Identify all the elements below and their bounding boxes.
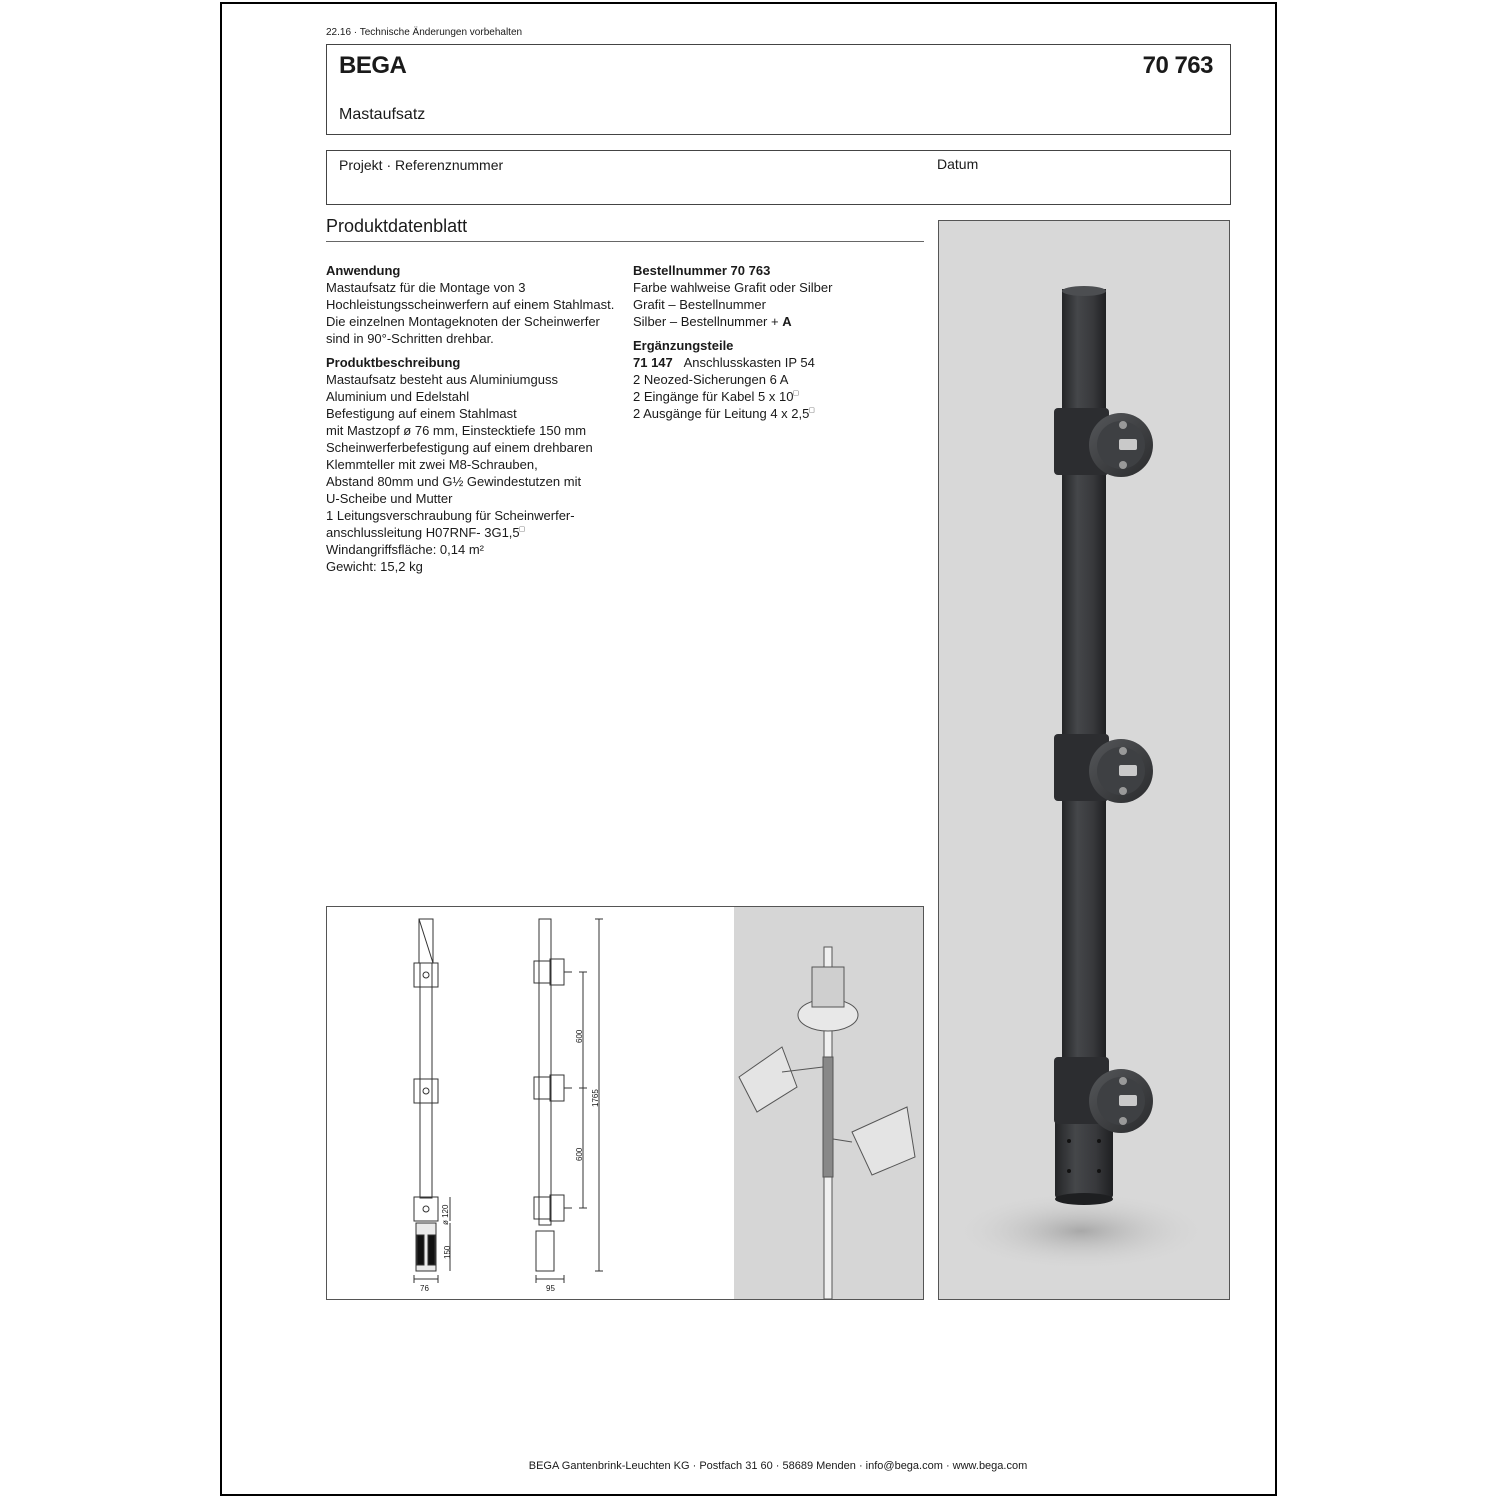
dim-side-width: 95 <box>546 1284 555 1293</box>
bestellnummer-line: Grafit – Bestellnummer <box>633 297 766 312</box>
anwendung-heading: Anwendung <box>326 263 401 278</box>
silber-order-line <box>633 313 923 330</box>
anwendung-line: sind in 90°-Schritten drehbar. <box>326 331 494 346</box>
beschreibung-line: Klemmteller mit zwei M8-Schrauben, <box>326 457 538 472</box>
weight-line: Gewicht: 15,2 kg <box>326 559 423 574</box>
produktbeschreibung-heading: Produktbeschreibung <box>326 355 461 370</box>
dim-diameter: ø 120 <box>441 1204 450 1225</box>
header-box <box>326 44 1231 135</box>
footer-address: BEGA Gantenbrink-Leuchten KG · Postfach 31 60 · 58689 Menden · info@bega.com · www.bega.com <box>528 1460 1028 1472</box>
dim-front-width: 76 <box>420 1284 429 1293</box>
dimension-drawing <box>327 907 923 1299</box>
right-column <box>633 262 923 422</box>
product-subtitle: Mastaufsatz <box>339 106 426 123</box>
sheet-title: Produktdatenblatt <box>326 216 468 236</box>
beschreibung-line: Scheinwerferbefestigung auf einem drehbaren <box>326 440 593 455</box>
accessory-input-text: 2 Eingänge für Kabel 5 x 10 <box>633 389 794 404</box>
product-photo <box>938 220 1230 1300</box>
dim-spacing-lower: 600 <box>575 1147 584 1161</box>
project-label: Projekt · Referenznummer <box>339 157 504 173</box>
article-number: 70 763 <box>1142 52 1213 79</box>
beschreibung-line: Befestigung auf einem Stahlmast <box>326 406 517 421</box>
beschreibung-line: 1 Leitungsverschraubung für Scheinwerfer- <box>326 508 575 523</box>
accessory-input-line <box>633 388 923 405</box>
dim-socket-depth: 150 <box>443 1245 452 1259</box>
beschreibung-line: U-Scheibe und Mutter <box>326 491 453 506</box>
square-mark: □ <box>793 388 799 398</box>
cable-spec-line <box>326 524 626 541</box>
technical-drawing <box>326 906 924 1300</box>
anwendung-line: Hochleistungsscheinwerfern auf einem Stahlmast. <box>326 297 615 312</box>
silber-prefix: Silber – Bestellnummer + <box>633 314 783 329</box>
beschreibung-line: Mastaufsatz besteht aus Aluminiumguss <box>326 372 558 387</box>
silber-suffix: A <box>782 314 792 329</box>
mounting-node-bottom <box>1054 1057 1153 1133</box>
bestellnummer-line: Farbe wahlweise Grafit oder Silber <box>633 280 833 295</box>
accessory-line: 2 Neozed-Sicherungen 6 A <box>633 372 789 387</box>
front-view <box>414 919 450 1283</box>
accessory-output-line <box>633 405 923 422</box>
anwendung-line: Die einzelnen Montageknoten der Scheinwerfer <box>326 314 600 329</box>
mounting-node-middle <box>1054 734 1153 803</box>
beschreibung-line: Aluminium und Edelstahl <box>326 389 470 404</box>
beschreibung-line: Abstand 80mm und G½ Gewindestutzen mit <box>326 474 582 489</box>
revision-note: 22.16 · Technische Änderungen vorbehalten <box>326 27 523 38</box>
accessory-name: Anschlusskasten IP 54 <box>683 355 815 370</box>
anwendung-line: Mastaufsatz für die Montage von 3 <box>326 280 526 295</box>
left-column <box>326 262 626 575</box>
square-mark: □ <box>519 524 525 534</box>
title-divider <box>326 241 924 242</box>
dim-spacing-upper: 600 <box>575 1029 584 1043</box>
accessory-number: 71 147 <box>633 355 673 370</box>
date-label: Datum <box>937 156 979 172</box>
accessory-output-text: 2 Ausgänge für Leitung 4 x 2,5 <box>633 406 810 421</box>
brand-name: BEGA <box>339 52 407 79</box>
ergaenzungsteile-heading: Ergänzungsteile <box>633 338 734 353</box>
beschreibung-line: mit Mastzopf ø 76 mm, Einstecktiefe 150 mm <box>326 423 587 438</box>
mounting-node-top <box>1054 408 1153 477</box>
cable-spec-text: anschlussleitung H07RNF- 3G1,5 <box>326 525 520 540</box>
pole-top-cap <box>1062 286 1106 296</box>
dim-overall-height: 1765 <box>591 1089 600 1107</box>
bestellnummer-heading: Bestellnummer 70 763 <box>633 263 771 278</box>
pole-render <box>939 221 1229 1299</box>
square-mark: □ <box>809 405 815 415</box>
accessory-item <box>633 354 923 371</box>
wind-area-line: Windangriffsfläche: 0,14 m² <box>326 542 484 557</box>
